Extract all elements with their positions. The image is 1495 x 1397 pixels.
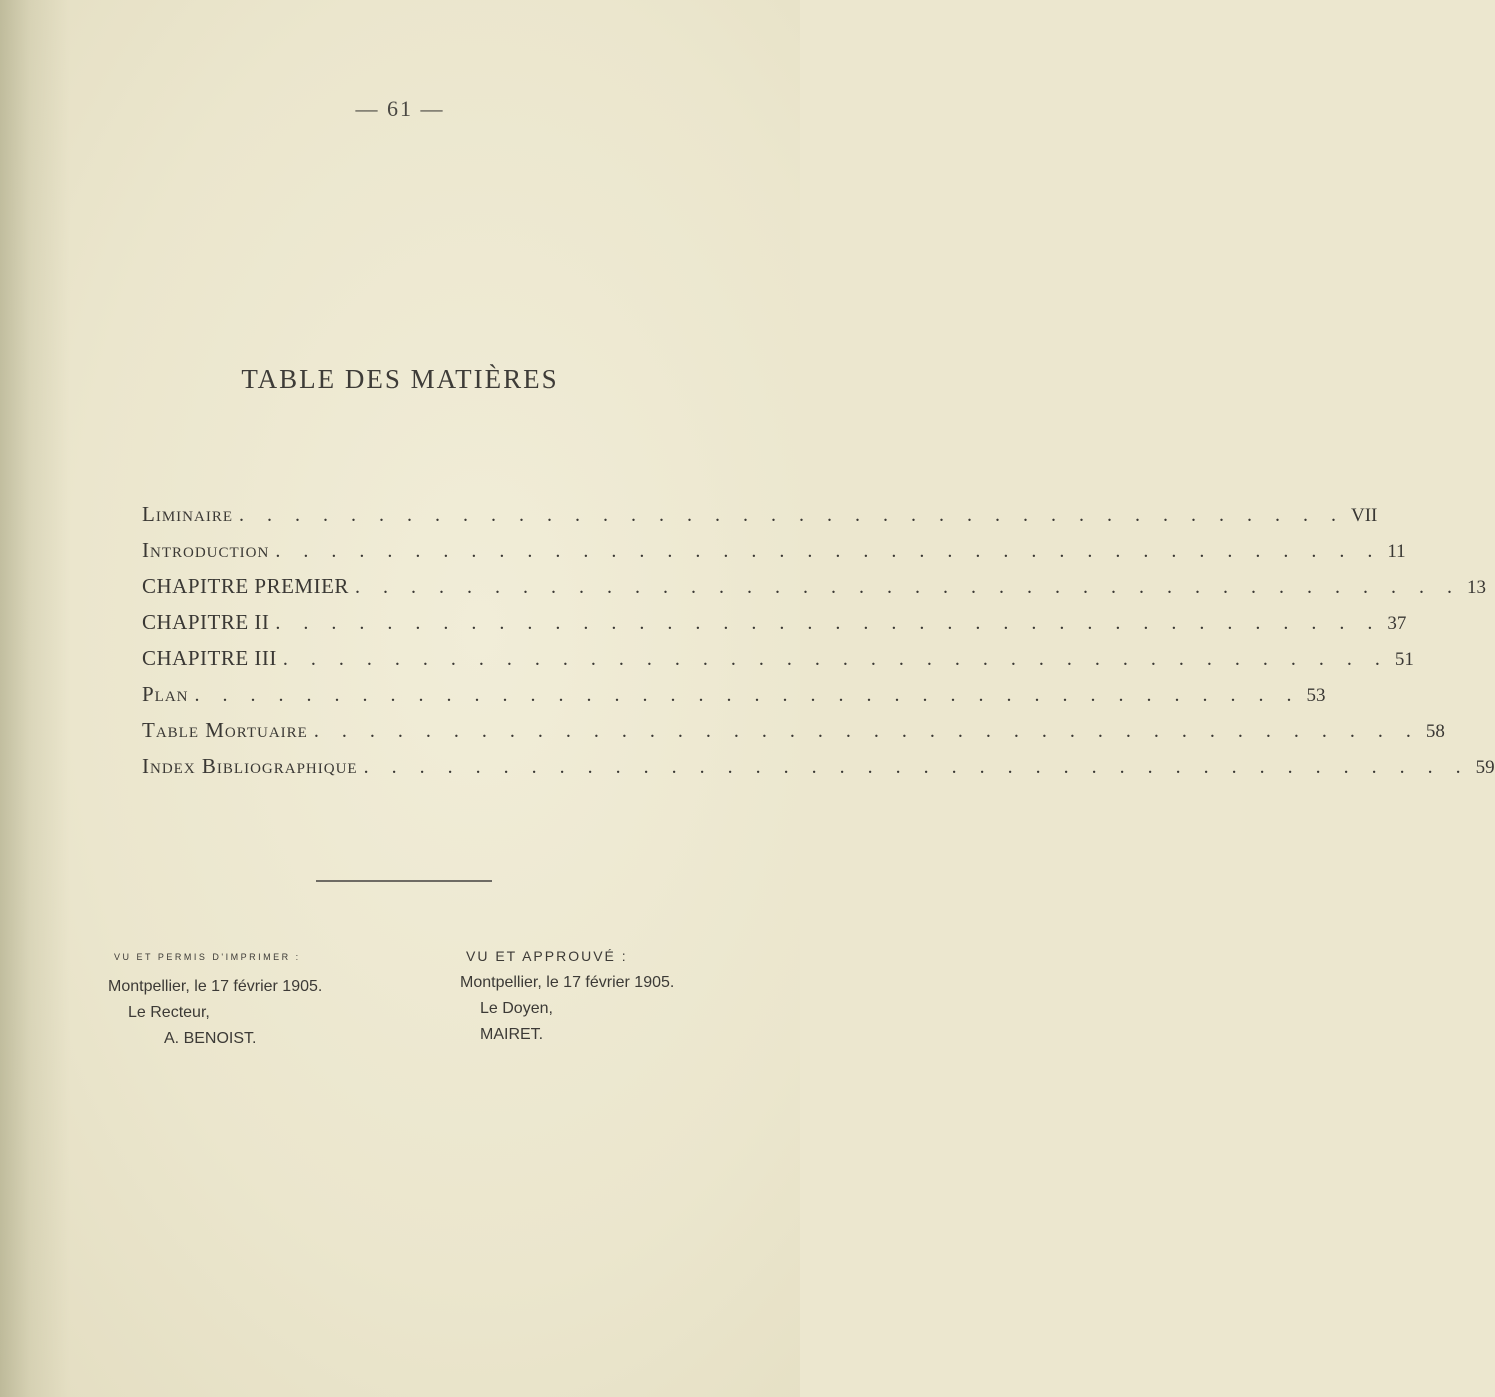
permission-place-date: Montpellier, le 17 février 1905. [108,978,323,995]
toc-entry [142,574,1486,610]
separator-rule [316,880,492,882]
toc-entry-label: Table Mortuaire [142,718,308,742]
toc-entry [142,646,1414,682]
toc-entry-label: Liminaire [142,502,233,526]
toc-entry [142,754,1495,790]
toc-entry-page: 53 [1306,685,1326,706]
page-title: TABLE DES MATIÈRES [241,364,559,394]
toc-entry [142,502,1378,538]
toc-entry-label: CHAPITRE III [142,646,277,670]
table-of-contents [142,502,1495,790]
toc-entry-page: VII [1350,505,1378,526]
toc-leader-dots: . . . . . . . . . . . . . . . . . . . . . . . . . . . . . . . . . . . . . . . . [238,504,1345,526]
permission-role: Le Recteur, [128,1004,210,1021]
approval-place-date: Montpellier, le 17 février 1905. [460,974,675,991]
toc-entry [142,538,1406,574]
permission-to-print [108,948,428,1056]
toc-entry-label: Introduction [142,538,270,562]
approval-signatory: MAIRET. [480,1026,544,1043]
toc-entry-page: 11 [1387,541,1406,562]
toc-leader-dots: . . . . . . . . . . . . . . . . . . . . . . . . . . . . . . . . . . . . . . . . [313,720,1420,742]
toc-leader-dots: . . . . . . . . . . . . . . . . . . . . . . . . . . . . . . . . . . . . . . . . [275,540,1382,562]
toc-entry-page: 13 [1466,577,1486,598]
toc-entry-page: 51 [1394,649,1414,670]
toc-entry [142,610,1407,646]
approval-role: Le Doyen, [480,1000,553,1017]
toc-entry-label: CHAPITRE PREMIER [142,574,349,598]
toc-leader-dots: . . . . . . . . . . . . . . . . . . . . . . . . . . . . . . . . . . . . . . . . [363,756,1470,778]
toc-entry [142,682,1326,718]
approval-by-dean [460,948,780,1052]
approval-heading: VU ET APPROUVÉ : [466,948,628,964]
toc-entry-page: 59 [1475,757,1495,778]
toc-entry-page: 37 [1387,613,1407,634]
toc-leader-dots: . . . . . . . . . . . . . . . . . . . . . . . . . . . . . . . . . . . . . . . . [282,648,1389,670]
toc-entry-label: Plan [142,682,189,706]
toc-leader-dots: . . . . . . . . . . . . . . . . . . . . . . . . . . . . . . . . . . . . . . . . [275,612,1382,634]
toc-entry-label: Index Bibliographique [142,754,358,778]
toc-leader-dots: . . . . . . . . . . . . . . . . . . . . . . . . . . . . . . . . . . . . . . . . [354,576,1461,598]
toc-entry [142,718,1445,754]
toc-leader-dots: . . . . . . . . . . . . . . . . . . . . . . . . . . . . . . . . . . . . . . . . [194,684,1301,706]
toc-entry-label: CHAPITRE II [142,610,270,634]
permission-heading: VU ET PERMIS D'IMPRIMER : [114,952,301,962]
permission-signatory: A. BENOIST. [164,1030,257,1047]
toc-entry-page: 58 [1425,721,1445,742]
page-number: — 61 — [355,96,445,121]
